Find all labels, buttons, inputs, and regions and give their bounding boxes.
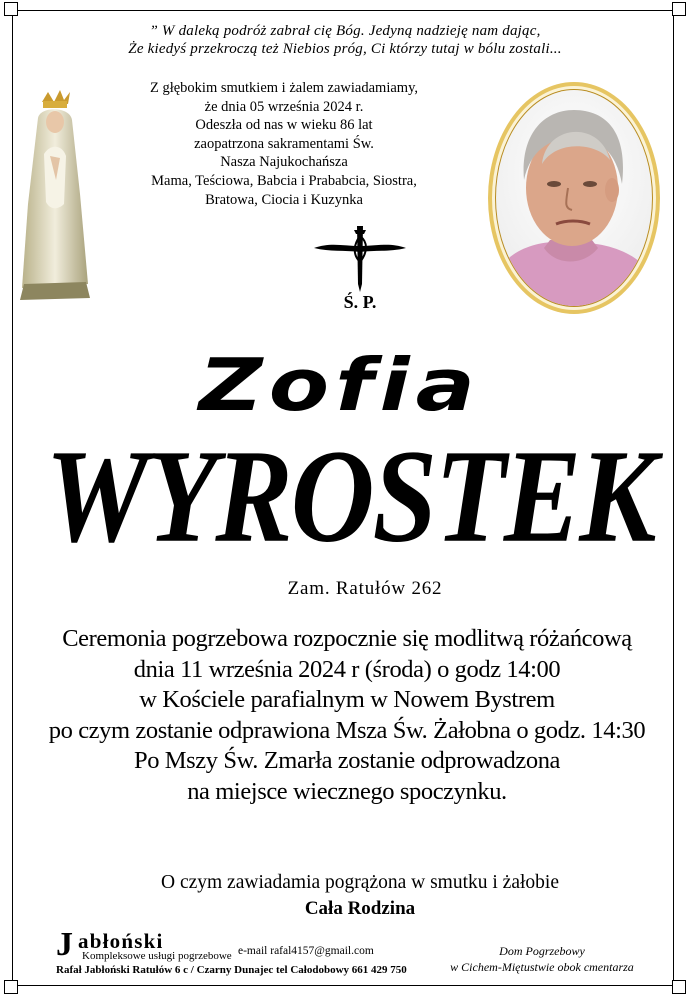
- closing-line: O czym zawiadamia pogrążona w smutku i żałobie: [161, 872, 559, 893]
- intro-line: że dnia 05 września 2024 r.: [204, 98, 364, 115]
- cross-label: Ś. P.: [343, 292, 377, 312]
- ceremony-line: dnia 11 września 2024 r (środa) o godz 14:00: [133, 655, 561, 683]
- deceased-first-name: Zofia: [198, 343, 482, 427]
- announcement-intro: [100, 79, 468, 209]
- quote-line: Że kiedyś przekroczą też Niebios próg, Ci którzy tutaj w bólu zostali...: [128, 41, 562, 57]
- ceremony-line: Ceremonia pogrzebowa rozpocznie się modlitwą różańcową: [62, 625, 632, 652]
- madonna-figure-image: [14, 84, 94, 302]
- intro-line: Bratowa, Ciocia i Kuzynka: [205, 191, 363, 208]
- corner-ornament: [4, 2, 18, 16]
- quote-line: ” W daleką podróż zabrał cię Bóg. Jedyną nadzieję nam dając,: [149, 23, 541, 39]
- company-name: abłoński: [78, 929, 164, 953]
- ceremony-line: na miejsce wiecznego spoczynku.: [187, 777, 507, 805]
- corner-ornament: [672, 2, 686, 16]
- company-logo-initial: J: [56, 926, 73, 963]
- deceased-address: Zam. Ratułów 262: [287, 578, 443, 599]
- intro-line: Nasza Najukochańsza: [220, 154, 348, 171]
- ceremony-line: w Kościele parafialnym w Nowem Bystrem: [139, 686, 555, 713]
- funeral-home-info: [432, 943, 652, 975]
- cross-icon: [310, 222, 410, 314]
- intro-line: zaopatrzona sakramentami Św.: [194, 135, 374, 152]
- corner-ornament: [4, 980, 18, 994]
- corner-ornament: [672, 980, 686, 994]
- ceremony-line: Po Mszy Św. Zmarła zostanie odprowadzona: [133, 747, 561, 774]
- company-address: Rafał Jabłoński Ratułów 6 c / Czarny Dunajec tel Całodobowy 661 429 750: [56, 964, 407, 976]
- funeral-home-location: w Cichem-Miętustwie obok cmentarza: [450, 960, 634, 974]
- family-signature: Cała Rodzina: [304, 898, 416, 919]
- deceased-surname: WYROSTEK: [45, 423, 655, 571]
- company-tagline: Kompleksowe usługi pogrzebowe: [82, 950, 232, 962]
- company-email: e-mail rafal4157@gmail.com: [238, 945, 374, 957]
- closing-note: [80, 870, 640, 922]
- ceremony-details: [10, 624, 684, 807]
- intro-line: Odeszła od nas w wieku 86 lat: [195, 117, 373, 134]
- deceased-portrait: [484, 80, 664, 316]
- ceremony-line: po czym zostanie odprawiona Msza Św. Żałobna o godz. 14:30: [48, 716, 646, 744]
- intro-line: Z głębokim smutkiem i żalem zawiadamiamy,: [149, 80, 419, 96]
- funeral-home-title: Dom Pogrzebowy: [499, 944, 585, 958]
- intro-line: Mama, Teściowa, Babcia i Prababcia, Siostra,: [151, 172, 417, 189]
